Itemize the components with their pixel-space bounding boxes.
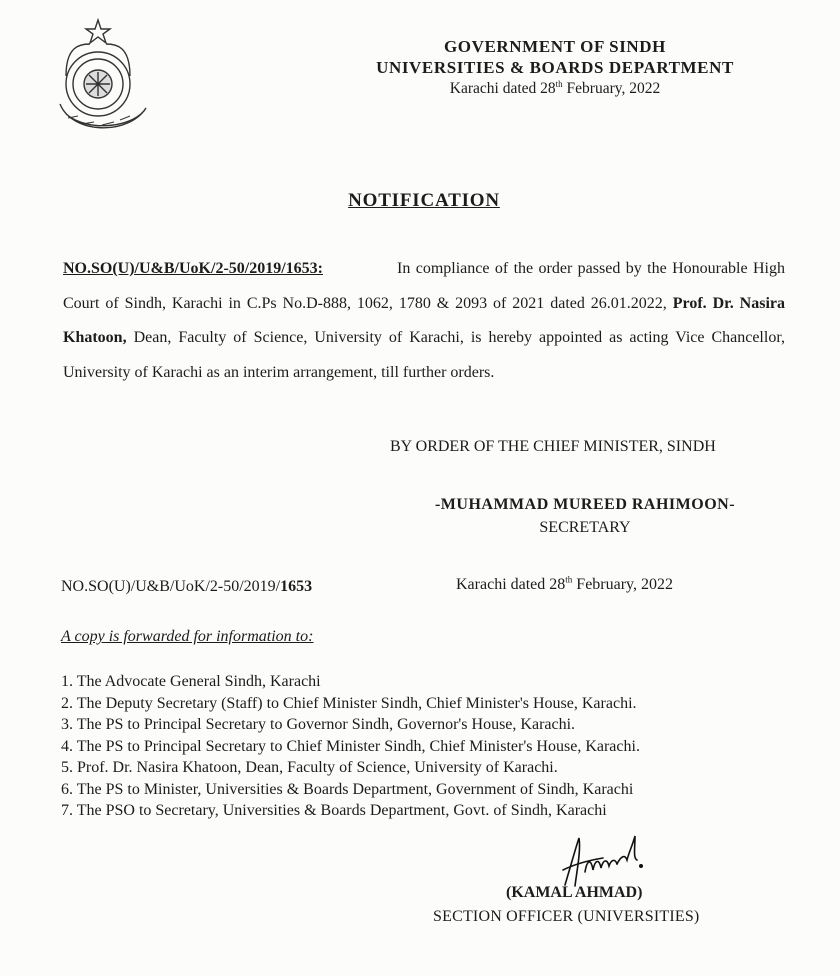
- sindh-government-emblem-icon: [50, 16, 160, 141]
- copy-date-prefix: Karachi dated 28: [456, 576, 566, 593]
- list-item: 2. The Deputy Secretary (Staff) to Chief Minister Sindh, Chief Minister's House, Karachi.: [61, 694, 637, 712]
- copy-reference-prefix: NO.SO(U)/U&B/UoK/2-50/2019/: [61, 578, 281, 595]
- secretary-name: -MUHAMMAD MUREED RAHIMOON-: [434, 496, 736, 513]
- header-date-prefix: Karachi dated 28: [449, 80, 556, 97]
- list-item: 3. The PS to Principal Secretary to Governor Sindh, Governor's House, Karachi.: [61, 716, 576, 733]
- list-item: 1. The Advocate General Sindh, Karachi: [61, 673, 321, 690]
- list-item: 5. Prof. Dr. Nasira Khatoon, Dean, Faculty of Science, University of Karachi.: [61, 759, 558, 776]
- list-item: 6. The PS to Minister, Universities & Boards Department, Government of Sindh, Karachi: [61, 780, 634, 798]
- copy-reference: [61, 578, 312, 596]
- copy-date-suffix: February, 2022: [572, 576, 674, 593]
- handwritten-signature-icon: [545, 830, 665, 890]
- appointee-name: Prof. Dr. Nasira Khatoon,: [63, 294, 786, 346]
- section-officer-name: (KAMAL AHMAD): [506, 884, 643, 901]
- document-title: NOTIFICATION: [348, 190, 500, 211]
- copy-reference-number: 1653: [280, 578, 313, 595]
- header-department: UNIVERSITIES & BOARDS DEPARTMENT: [376, 58, 734, 77]
- list-item: 7. The PSO to Secretary, Universities & Boards Department, Govt. of Sindh, Karachi: [61, 802, 607, 819]
- notification-text-b: Dean, Faculty of Science, University of Karachi, is hereby appointed as acting Vice Chancellor, University of Karachi as an interim arrangement, till further orders.: [63, 329, 786, 381]
- copy-date: [456, 576, 673, 594]
- copy-heading: A copy is forwarded for information to:: [61, 628, 314, 645]
- notification-reference: NO.SO(U)/U&B/UoK/2-50/2019/1653:: [63, 260, 323, 277]
- copy-date-sup: th: [565, 574, 573, 585]
- header-date-suffix: February, 2022: [562, 80, 661, 97]
- header-government: GOVERNMENT OF SINDH: [443, 37, 667, 56]
- section-officer-title: SECTION OFFICER (UNIVERSITIES): [433, 908, 700, 925]
- header-date: [330, 80, 780, 98]
- recipient-list: [61, 671, 640, 822]
- notification-body: [63, 252, 785, 390]
- notification-text-a: In compliance of the order passed by the Honourable High Court of Sindh, Karachi in C.Ps No.D-888, 1062, 1780 & 2093 of 2021 dated 26.01.2022,: [63, 260, 785, 312]
- header-date-sup: th: [555, 78, 563, 89]
- secretary-title: SECRETARY: [539, 519, 631, 536]
- order-line: BY ORDER OF THE CHIEF MINISTER, SINDH: [390, 438, 716, 455]
- list-item: 4. The PS to Principal Secretary to Chief Minister Sindh, Chief Minister's House, Karachi.: [61, 737, 640, 755]
